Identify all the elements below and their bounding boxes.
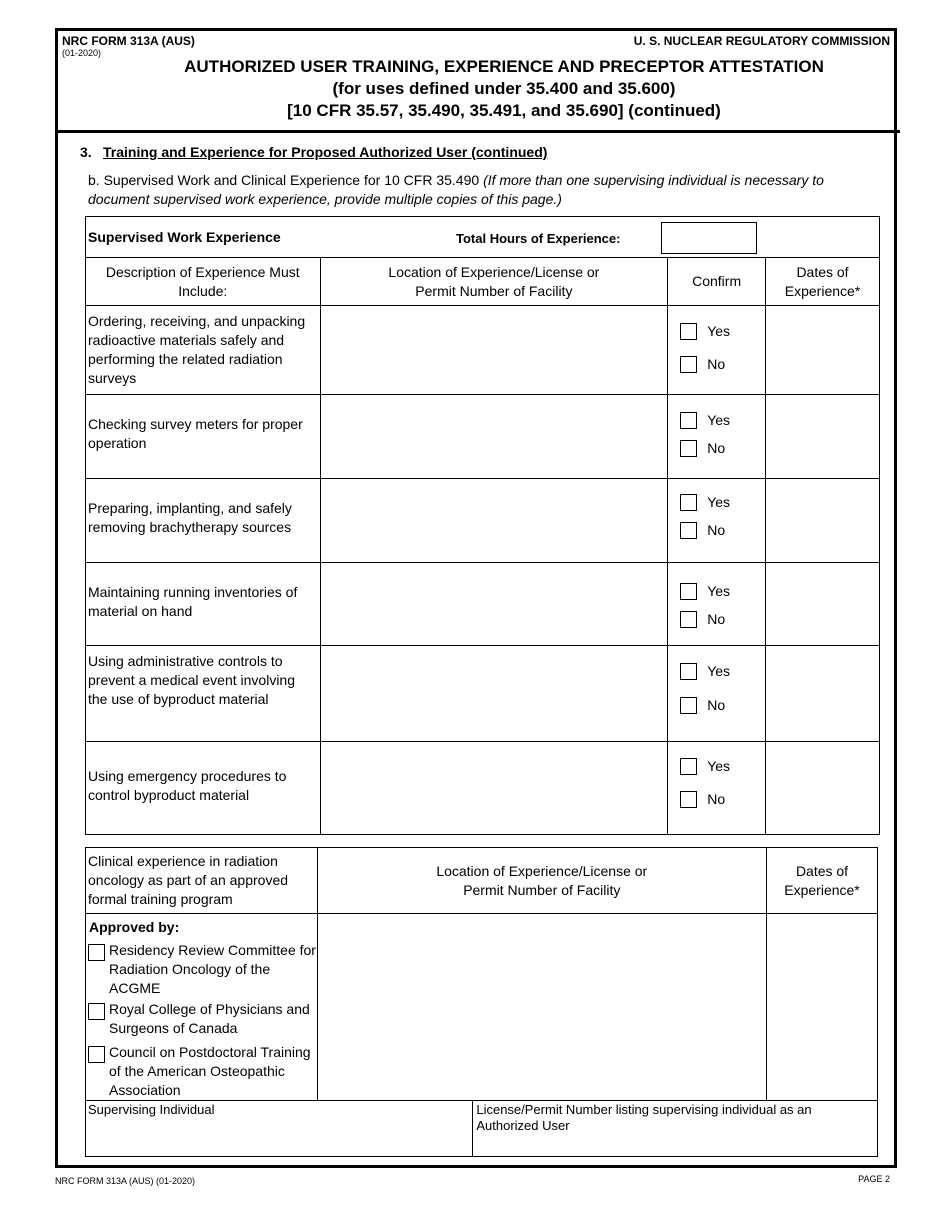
yes-label: Yes: [707, 758, 731, 774]
section-title: Training and Experience for Proposed Authorized User (continued): [103, 144, 548, 160]
footer-form-ref: NRC FORM 313A (AUS) (01-2020): [55, 1176, 196, 1186]
section-number: 3.: [80, 144, 92, 160]
clinical-location-input[interactable]: [317, 914, 767, 1101]
approver-label: Residency Review Committee for Radiation Oncology of the ACGME: [109, 942, 316, 996]
header-divider: [55, 130, 900, 133]
dates-input[interactable]: [766, 395, 880, 479]
location-input[interactable]: [320, 742, 668, 835]
experience-description: Checking survey meters for proper operation: [88, 416, 303, 451]
title-line-1: AUTHORIZED USER TRAINING, EXPERIENCE AND PRECEPTOR ATTESTATION: [184, 57, 824, 76]
location-input[interactable]: [320, 563, 668, 646]
clinical-dates-header: Dates of Experience*: [767, 848, 878, 914]
table-row: [86, 646, 880, 742]
title-line-2: (for uses defined under 35.400 and 35.600): [332, 79, 676, 98]
approver-label: Royal College of Physicians and Surgeons of Canada: [109, 1001, 310, 1036]
sub-label: b. Supervised Work and Clinical Experience for 10 CFR 35.490: [88, 172, 480, 188]
total-hours-input[interactable]: [661, 222, 757, 254]
supervising-individual-field[interactable]: [86, 1101, 473, 1157]
yes-label: Yes: [707, 663, 731, 679]
form-date: (01-2020): [62, 48, 102, 58]
experience-description: Preparing, implanting, and safely removing brachytherapy sources: [88, 500, 292, 535]
approver-option: [86, 1043, 317, 1100]
yes-checkbox[interactable]: [680, 323, 697, 340]
title-line-3: [10 CFR 35.57, 35.490, 35.491, and 35.690] (continued): [287, 101, 721, 120]
yes-checkbox[interactable]: [680, 412, 697, 429]
page-number: PAGE 2: [858, 1174, 890, 1184]
license-number-field[interactable]: [473, 1101, 878, 1157]
dates-input[interactable]: [766, 479, 880, 563]
dates-input[interactable]: [766, 563, 880, 646]
form-id: NRC FORM 313A (AUS): [62, 34, 195, 48]
yes-label: Yes: [707, 494, 731, 510]
yes-label: Yes: [707, 583, 731, 599]
experience-description: Maintaining running inventories of material on hand: [88, 584, 298, 619]
no-label: No: [707, 440, 726, 456]
no-label: No: [707, 697, 726, 713]
work-title-row: [86, 217, 880, 258]
yes-label: Yes: [707, 412, 731, 428]
no-checkbox[interactable]: [680, 522, 697, 539]
yes-checkbox[interactable]: [680, 583, 697, 600]
experience-description: Using administrative controls to prevent a medical event involving the use of byproduct material: [88, 653, 296, 707]
yes-checkbox[interactable]: [680, 663, 697, 680]
dates-input[interactable]: [766, 646, 880, 742]
col-confirm-header: Confirm: [668, 258, 766, 306]
dates-input[interactable]: [766, 742, 880, 835]
no-label: No: [707, 611, 726, 627]
supervised-work-table: [85, 216, 880, 835]
table-row: [86, 742, 880, 835]
clinical-dates-input[interactable]: [767, 914, 878, 1101]
approver-option: [86, 1000, 317, 1038]
clinical-experience-table: [85, 847, 878, 1157]
work-table-title: Supervised Work Experience: [88, 229, 281, 245]
yes-checkbox[interactable]: [680, 758, 697, 775]
no-checkbox[interactable]: [680, 611, 697, 628]
no-label: No: [707, 791, 726, 807]
yes-checkbox[interactable]: [680, 494, 697, 511]
location-input[interactable]: [320, 395, 668, 479]
supervising-individual-label: Supervising Individual: [88, 1102, 215, 1117]
yes-label: Yes: [707, 323, 731, 339]
table-row: [86, 563, 880, 646]
location-input[interactable]: [320, 479, 668, 563]
agency-name: U. S. NUCLEAR REGULATORY COMMISSION: [633, 34, 890, 48]
clinical-location-header: Location of Experience/License or Permit Number of Facility: [317, 848, 767, 914]
no-label: No: [707, 356, 726, 372]
approver-checkbox[interactable]: [88, 944, 105, 961]
approved-by-label: Approved by:: [89, 919, 180, 935]
experience-description: Using emergency procedures to control byproduct material: [88, 768, 287, 803]
no-checkbox[interactable]: [680, 440, 697, 457]
approver-label: Council on Postdoctoral Training of the American Osteopathic Association: [109, 1044, 311, 1098]
col-description-header: Description of Experience Must Include:: [86, 258, 321, 306]
no-checkbox[interactable]: [680, 356, 697, 373]
table-row: [86, 479, 880, 563]
dates-input[interactable]: [766, 306, 880, 395]
total-hours-label: Total Hours of Experience:: [456, 231, 621, 246]
no-label: No: [707, 522, 726, 538]
sub-note: (If more than one supervising individual is necessary to document supervised work experience, provide multiple copies of this page.): [88, 172, 824, 207]
no-checkbox[interactable]: [680, 791, 697, 808]
col-location-header: Location of Experience/License or Permit Number of Facility: [320, 258, 668, 306]
clinical-description-header: Clinical experience in radiation oncology as part of an approved formal training program: [88, 853, 289, 907]
no-checkbox[interactable]: [680, 697, 697, 714]
col-dates-header: Dates of Experience*: [766, 258, 880, 306]
experience-description: Ordering, receiving, and unpacking radioactive materials safely and performing the related radiation surveys: [88, 313, 306, 386]
approver-option: [86, 941, 317, 998]
location-input[interactable]: [320, 306, 668, 395]
location-input[interactable]: [320, 646, 668, 742]
approver-checkbox[interactable]: [88, 1046, 105, 1063]
table-row: [86, 306, 880, 395]
approver-checkbox[interactable]: [88, 1003, 105, 1020]
table-row: [86, 395, 880, 479]
section-intro: [88, 171, 848, 209]
license-number-label: License/Permit Number listing supervising individual as an Authorized User: [476, 1102, 812, 1133]
